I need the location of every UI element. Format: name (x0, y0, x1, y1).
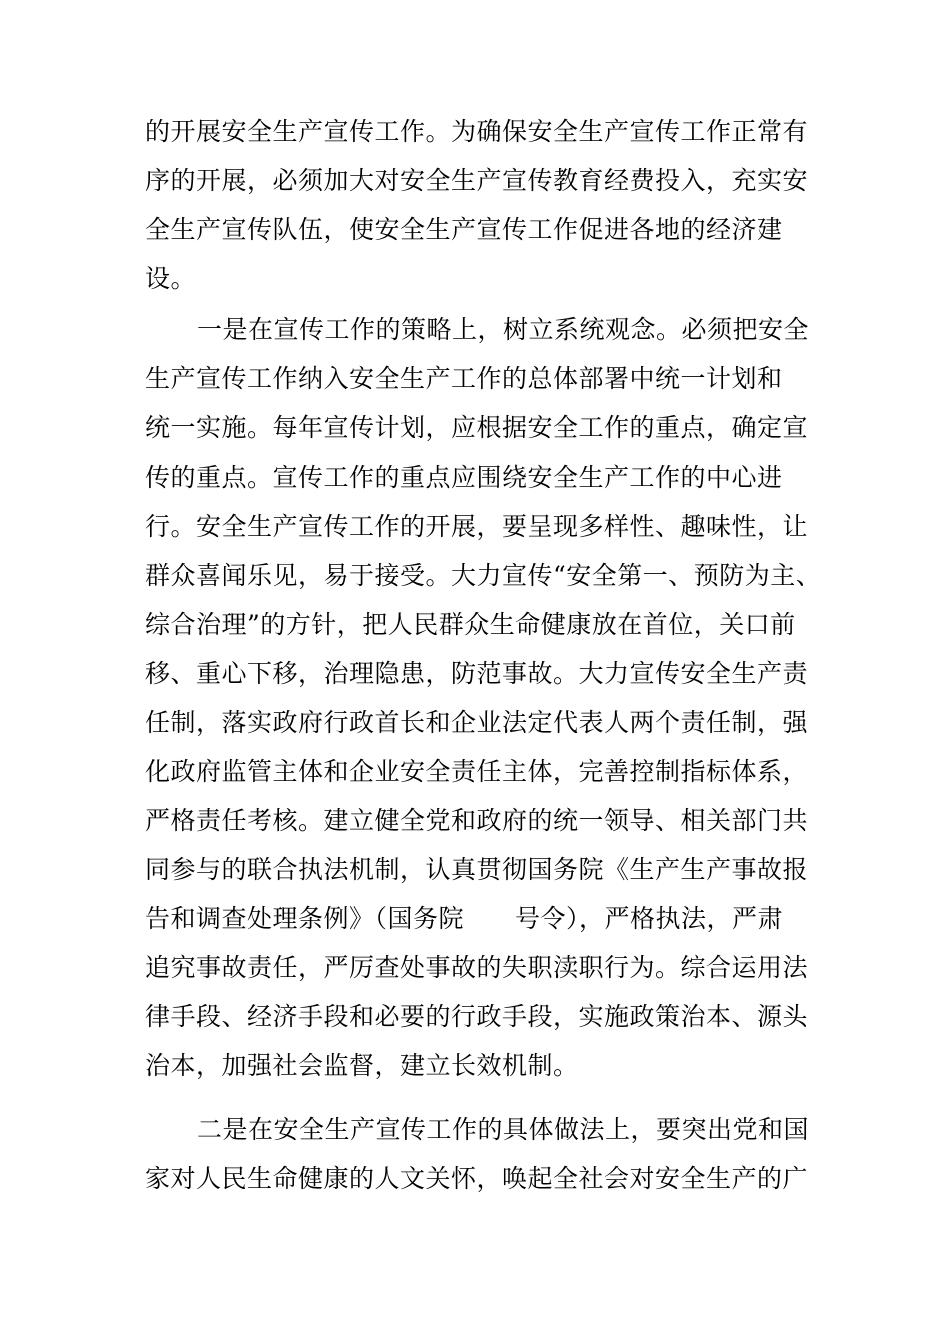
text-line: 全生产宣传队伍，使安全生产宣传工作促进各地的经济建 (145, 215, 783, 244)
text-line: 设。 (145, 264, 197, 293)
text-line: 的开展安全生产宣传工作。为确保安全生产宣传工作正常有 (145, 117, 809, 146)
text-line: 综合治理”的方针，把人民群众生命健康放在首位，关口前 (145, 610, 796, 639)
text-line: 任制，落实政府行政首长和企业法定代表人两个责任制，强 (145, 708, 809, 737)
text-line: 序的开展，必须加大对安全生产宣传教育经费投入，充实安 (145, 166, 809, 195)
text-line: 移、重心下移，治理隐患，防范事故。大力宣传安全生产责 (145, 659, 809, 688)
text-line: 律手段、经济手段和必要的行政手段，实施政策治本、源头 (145, 1002, 809, 1031)
text-line: 群众喜闻乐见，易于接受。大力宣传“安全第一、预防为主、 (145, 561, 822, 590)
text-line: 化政府监管主体和企业安全责任主体，完善控制指标体系， (145, 757, 809, 786)
text-line: 统一实施。每年宣传计划，应根据安全工作的重点，确定宣 (145, 413, 809, 442)
text-line: 传的重点。宣传工作的重点应围绕安全生产工作的中心进 (145, 463, 783, 492)
paragraph-first-line: 一是在宣传工作的策略上，树立系统观念。必须把安全 (197, 315, 810, 344)
text-line: 追究事故责任，严厉查处事故的失职渎职行为。综合运用法 (145, 953, 809, 982)
text-line: 治本，加强社会监督，建立长效机制。 (145, 1051, 579, 1080)
paragraph-first-line: 二是在安全生产宣传工作的具体做法上，要突出党和国 (197, 1115, 810, 1144)
text-line: 生产宣传工作纳入安全生产工作的总体部署中统一计划和 (145, 364, 783, 393)
text-line: 告和调查处理条例》（国务院 号令），严格执法，严肃 (145, 904, 784, 933)
text-line: 行。安全生产宣传工作的开展，要呈现多样性、趣味性，让 (145, 512, 809, 541)
text-line: 同参与的联合执法机制，认真贯彻国务院《生产生产事故报 (145, 855, 809, 884)
text-line: 严格责任考核。建立健全党和政府的统一领导、相关部门共 (145, 806, 809, 835)
text-line: 家对人民生命健康的人文关怀，唤起全社会对安全生产的广 (145, 1164, 809, 1193)
